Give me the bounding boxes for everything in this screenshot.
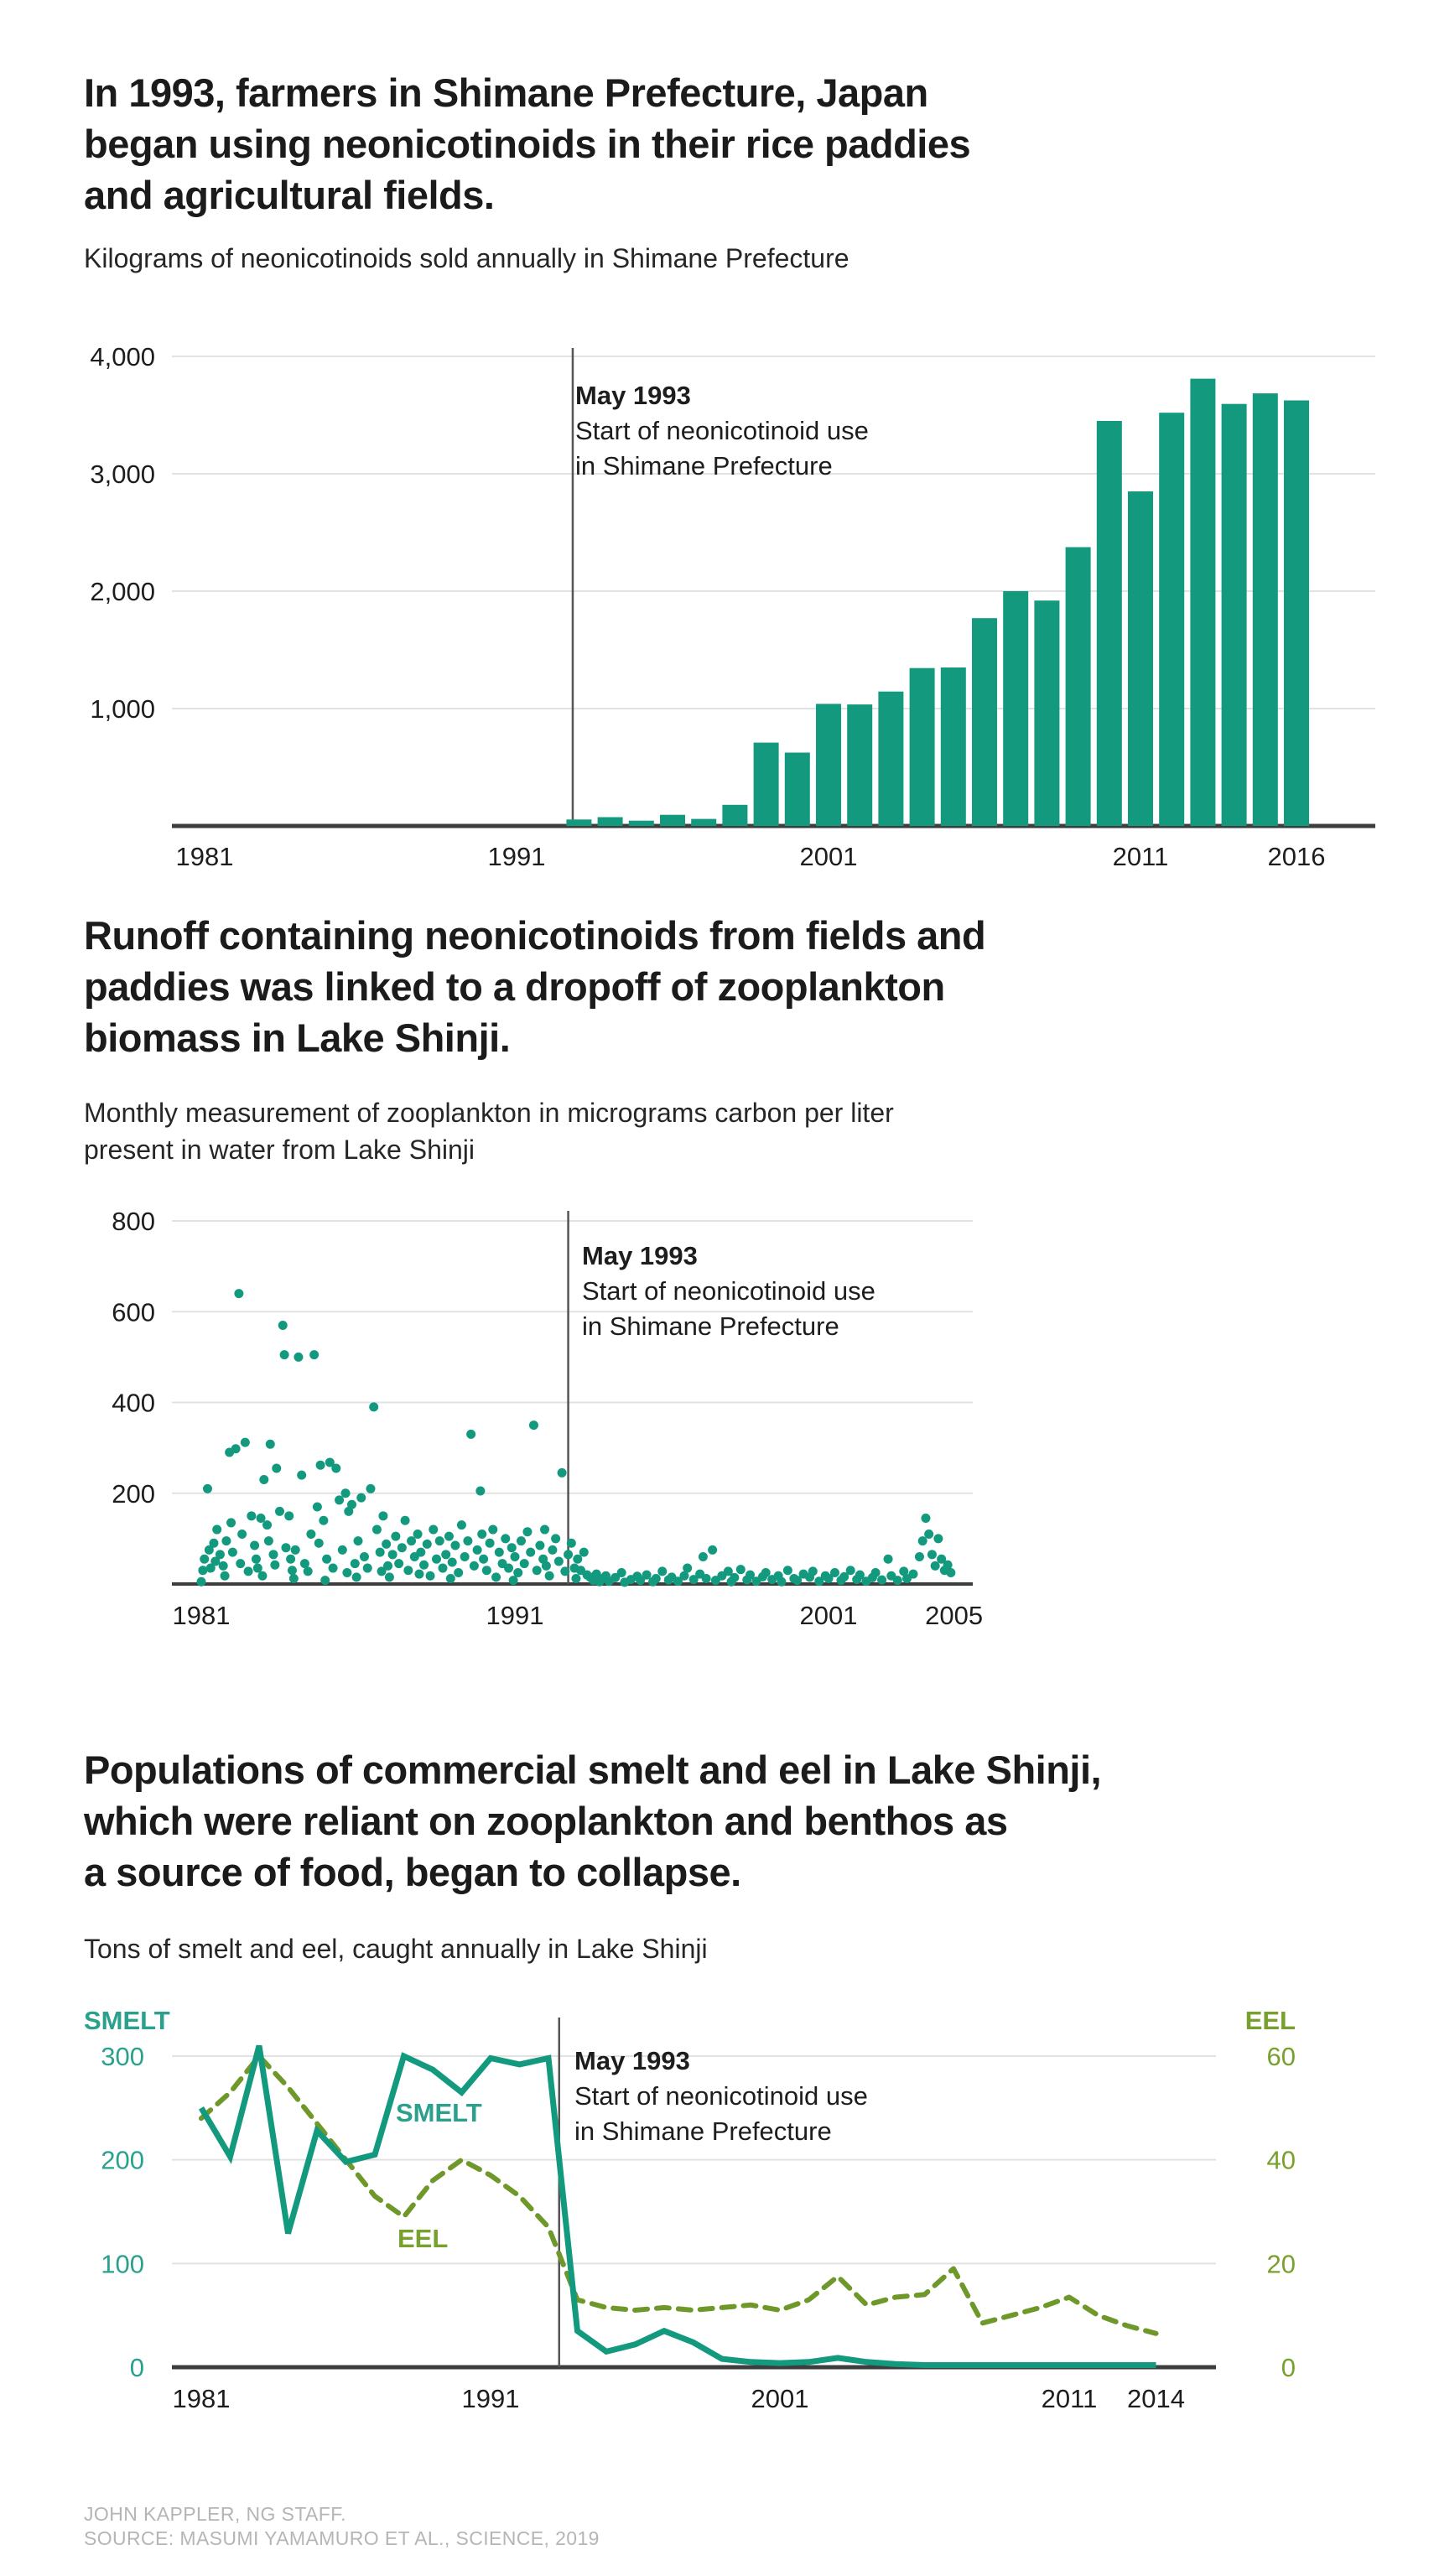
data-point (736, 1565, 746, 1574)
data-point (448, 1558, 457, 1567)
smelt-axis-tick: 100 (101, 2249, 144, 2279)
bar (785, 753, 810, 827)
annotation-text: May 1993 (582, 1241, 698, 1270)
gridlines (172, 1221, 973, 1493)
smelt-series-label: SMELT (396, 2098, 482, 2127)
data-point (236, 1559, 245, 1568)
data-point (247, 1511, 256, 1520)
data-point (403, 1566, 413, 1575)
data-point (617, 1568, 626, 1577)
data-point (244, 1566, 253, 1576)
data-point (477, 1530, 486, 1539)
bar (1097, 421, 1122, 826)
bar (1159, 413, 1184, 826)
data-point (197, 1577, 206, 1587)
section2-subtitle (84, 1094, 894, 1168)
smelt-axis-tick: 200 (101, 2145, 144, 2175)
data-point (463, 1536, 472, 1545)
data-point (931, 1561, 940, 1571)
smelt-axis-tick: 0 (129, 2353, 144, 2382)
data-point (893, 1576, 902, 1585)
data-point (397, 1543, 407, 1552)
bar (1253, 393, 1278, 826)
data-point (460, 1552, 470, 1561)
x-axis-tick: 2005 (925, 1601, 984, 1630)
data-point (846, 1566, 855, 1575)
data-point (777, 1577, 786, 1587)
title-line: biomass in Lake Shinji. (84, 1015, 511, 1060)
data-point (517, 1536, 526, 1545)
data-point (356, 1493, 366, 1503)
annotation-text: Start of neonicotinoid use (574, 2081, 868, 2111)
data-point (269, 1550, 278, 1559)
data-point (915, 1552, 924, 1561)
data-point (257, 1514, 266, 1523)
data-point (450, 1540, 460, 1550)
annotation-text: May 1993 (574, 2046, 690, 2075)
title-line: Runoff containing neonicotinoids from fields and (84, 913, 986, 958)
bar (1128, 491, 1153, 826)
data-point (259, 1475, 268, 1484)
data-point (699, 1552, 708, 1561)
title-line: which were reliant on zooplankton and benthos as (84, 1799, 1008, 1843)
x-axis-tick: 2014 (1127, 2384, 1185, 2413)
annotation-text: May 1993 (575, 381, 691, 410)
data-point (253, 1564, 262, 1573)
section3-subtitle (84, 1930, 708, 1967)
bar (598, 818, 623, 827)
data-point (231, 1444, 241, 1453)
eel-axis-title: EEL (1244, 2006, 1296, 2035)
neonicotinoid-sales-bar-chart (0, 327, 1434, 897)
bar (754, 743, 779, 826)
data-point (278, 1321, 288, 1330)
data-point (372, 1525, 382, 1535)
data-point (209, 1539, 218, 1548)
title-line: began using neonicotinoids in their rice paddies (84, 122, 971, 166)
data-point (414, 1570, 423, 1579)
data-point (470, 1561, 479, 1571)
x-axis-tick: 2001 (799, 842, 858, 871)
footer-source: SOURCE: MASUMI YAMAMURO ET AL., SCIENCE, 2019 (84, 2527, 600, 2549)
data-point (761, 1568, 771, 1577)
data-point (884, 1555, 893, 1564)
data-point (221, 1536, 231, 1545)
x-axis-tick: 2011 (1041, 2384, 1098, 2413)
data-point (501, 1534, 510, 1543)
data-point (352, 1572, 361, 1581)
data-point (507, 1543, 517, 1552)
data-point (877, 1576, 886, 1585)
smelt-axis-title: SMELT (84, 2006, 170, 2035)
data-point (388, 1550, 397, 1559)
eel-axis-tick: 0 (1281, 2353, 1296, 2382)
data-point (513, 1568, 522, 1577)
title-line: a source of food, began to collapse. (84, 1850, 741, 1894)
may-1993-annotation (582, 1241, 875, 1341)
may-1993-annotation (574, 2046, 868, 2146)
data-point (241, 1438, 250, 1447)
data-point (363, 1564, 372, 1573)
data-point (313, 1502, 322, 1511)
data-point (198, 1566, 207, 1575)
data-point (237, 1530, 247, 1539)
bar (1003, 591, 1028, 826)
smelt-eel-line-chart (0, 1996, 1434, 2465)
data-point (413, 1530, 423, 1539)
bar (972, 618, 997, 826)
data-point (203, 1484, 212, 1493)
data-point (288, 1566, 297, 1575)
data-point (366, 1484, 375, 1493)
eel-axis-tick: 20 (1266, 2249, 1296, 2279)
x-axis-tick: 1991 (461, 2384, 520, 2413)
data-point (918, 1536, 927, 1545)
data-point (830, 1568, 839, 1577)
title-line: In 1993, farmers in Shimane Prefecture, Japan (84, 70, 928, 115)
bar-series (566, 379, 1309, 826)
data-point (272, 1463, 281, 1472)
data-point (488, 1525, 497, 1535)
data-point (322, 1555, 331, 1564)
data-point (444, 1532, 454, 1541)
data-point (579, 1548, 589, 1557)
data-point (385, 1572, 394, 1581)
data-point (354, 1536, 363, 1545)
data-point (284, 1511, 294, 1520)
data-point (401, 1516, 410, 1525)
data-point (304, 1566, 313, 1576)
data-point (291, 1545, 300, 1555)
y-axis-tick: 4,000 (90, 342, 155, 371)
data-point (509, 1576, 518, 1585)
subtitle-line: Tons of smelt and eel, caught annually in Lake Shinji (84, 1934, 708, 1964)
data-point (545, 1571, 554, 1581)
data-point (228, 1548, 237, 1557)
data-point (416, 1548, 425, 1557)
data-point (212, 1525, 221, 1535)
data-point (338, 1545, 347, 1555)
data-point (551, 1534, 560, 1543)
data-point (522, 1527, 532, 1536)
data-point (264, 1536, 273, 1545)
title-line: paddies was linked to a dropoff of zooplankton (84, 964, 945, 1009)
title-line: Populations of commercial smelt and eel in Lake Shinji, (84, 1748, 1102, 1792)
annotation-text: in Shimane Prefecture (574, 2116, 832, 2146)
data-point (394, 1559, 403, 1568)
data-point (378, 1511, 387, 1520)
y-axis-tick: 600 (112, 1297, 155, 1327)
x-axis-tick: 1991 (487, 842, 546, 871)
data-point (535, 1540, 544, 1550)
data-point (486, 1539, 495, 1548)
data-point (383, 1561, 392, 1571)
section1-subtitle (84, 240, 849, 277)
section1-title (84, 67, 970, 221)
bar (878, 692, 903, 826)
bar (722, 805, 747, 826)
zooplankton-scatter-chart (0, 1191, 1434, 1694)
data-point (391, 1532, 400, 1541)
bar (1066, 548, 1091, 827)
y-axis-tick: 3,000 (90, 460, 155, 489)
eel-axis-tick: 40 (1266, 2145, 1296, 2175)
data-point (454, 1568, 463, 1577)
data-point (275, 1507, 284, 1516)
data-point (331, 1463, 340, 1472)
data-point (435, 1536, 444, 1545)
data-point (473, 1545, 482, 1555)
data-point (320, 1576, 330, 1585)
data-point (479, 1555, 488, 1564)
data-point (335, 1495, 344, 1504)
bar (1284, 401, 1309, 827)
data-point (871, 1568, 881, 1577)
data-point (419, 1561, 429, 1570)
bar (660, 815, 685, 826)
subtitle-line: Kilograms of neonicotinoids sold annually in Shimane Prefecture (84, 243, 849, 273)
data-point (573, 1555, 582, 1564)
bar (910, 668, 935, 826)
data-point (266, 1440, 275, 1449)
data-point (730, 1573, 739, 1582)
data-point (286, 1555, 295, 1564)
bar (566, 819, 591, 826)
data-point (475, 1487, 485, 1496)
data-point (257, 1571, 267, 1581)
data-point (316, 1461, 325, 1470)
y-axis-tick: 800 (112, 1207, 155, 1236)
bar (941, 667, 966, 826)
data-point (351, 1559, 360, 1568)
data-point (921, 1514, 930, 1523)
data-point (426, 1571, 435, 1581)
bar (691, 819, 716, 826)
data-point (466, 1430, 475, 1439)
data-point (280, 1350, 289, 1359)
data-point (783, 1566, 792, 1575)
x-axis-tick: 1981 (172, 2384, 231, 2413)
data-point (262, 1520, 272, 1530)
data-point (446, 1574, 455, 1583)
section3-title (84, 1744, 1101, 1898)
section2-title (84, 910, 985, 1063)
data-point (567, 1539, 576, 1548)
data-point (289, 1574, 299, 1583)
data-point (347, 1500, 356, 1509)
y-axis-tick: 200 (112, 1478, 155, 1509)
data-point (520, 1559, 529, 1568)
data-point (306, 1530, 315, 1539)
eel-axis-tick: 60 (1266, 2042, 1296, 2072)
data-point (526, 1548, 535, 1557)
data-point (423, 1540, 432, 1549)
data-point (309, 1350, 319, 1359)
subtitle-line: Monthly measurement of zooplankton in micrograms carbon per liter (84, 1098, 894, 1128)
data-point (708, 1545, 717, 1555)
data-point (491, 1572, 501, 1581)
data-point (683, 1564, 692, 1573)
data-point (495, 1548, 504, 1557)
data-point (297, 1471, 306, 1480)
data-point (533, 1566, 542, 1575)
data-point (564, 1550, 573, 1559)
data-point (529, 1420, 538, 1430)
eel-series-label: EEL (397, 2224, 449, 2253)
data-point (319, 1516, 328, 1525)
bar (1190, 379, 1215, 826)
data-point (252, 1555, 261, 1564)
x-axis-tick: 1981 (172, 1601, 231, 1630)
data-point (221, 1571, 230, 1581)
data-point (407, 1536, 416, 1545)
data-point (429, 1525, 438, 1535)
data-point (270, 1561, 279, 1570)
bar (1222, 404, 1247, 826)
smelt-axis-tick: 300 (101, 2041, 144, 2071)
data-point (294, 1353, 303, 1362)
data-point (540, 1525, 549, 1535)
data-point (554, 1556, 564, 1566)
scatter-points (197, 1289, 956, 1587)
x-axis-tick: 2016 (1267, 842, 1326, 871)
data-point (250, 1540, 259, 1550)
data-point (652, 1574, 661, 1583)
data-point (234, 1289, 243, 1298)
data-point (511, 1552, 520, 1561)
data-point (382, 1540, 391, 1549)
data-point (560, 1566, 569, 1576)
data-point (329, 1564, 338, 1573)
data-point (314, 1539, 324, 1548)
data-point (482, 1566, 491, 1575)
data-point (908, 1570, 917, 1579)
data-point (216, 1550, 225, 1559)
y-axis-tick: 1,000 (90, 694, 155, 724)
bar (847, 704, 872, 826)
x-axis-tick: 2001 (751, 2384, 809, 2413)
data-point (657, 1566, 667, 1576)
data-point (200, 1555, 209, 1564)
annotation-text: Start of neonicotinoid use (575, 416, 869, 445)
may-1993-annotation (575, 381, 869, 480)
data-point (438, 1564, 447, 1573)
data-point (642, 1571, 652, 1580)
data-point (360, 1552, 369, 1561)
y-axis-tick: 2,000 (90, 577, 155, 606)
data-point (504, 1564, 513, 1573)
data-point (571, 1574, 580, 1583)
data-point (702, 1574, 711, 1583)
bar (1034, 600, 1059, 826)
data-point (542, 1561, 551, 1571)
data-point (341, 1488, 351, 1498)
data-point (927, 1550, 937, 1559)
x-axis-tick: 1991 (486, 1601, 544, 1630)
data-point (226, 1518, 236, 1527)
data-point (548, 1545, 557, 1555)
title-line: and agricultural fields. (84, 173, 495, 217)
annotation-text: in Shimane Prefecture (582, 1311, 839, 1341)
x-axis-tick: 1981 (175, 842, 234, 871)
y-axis-tick: 400 (112, 1388, 155, 1418)
footer (84, 2502, 600, 2551)
data-point (432, 1555, 441, 1564)
annotation-text: Start of neonicotinoid use (582, 1276, 875, 1306)
data-point (342, 1568, 351, 1577)
data-point (441, 1550, 450, 1559)
data-point (924, 1530, 933, 1539)
subtitle-line: present in water from Lake Shinji (84, 1135, 475, 1165)
data-point (933, 1534, 943, 1543)
x-axis-tick: 2011 (1112, 842, 1169, 871)
footer-credit: JOHN KAPPLER, NG STAFF. (84, 2503, 346, 2525)
annotation-text: in Shimane Prefecture (575, 451, 833, 480)
bar (816, 704, 841, 826)
data-point (457, 1520, 466, 1530)
data-point (558, 1468, 567, 1478)
data-point (808, 1566, 818, 1576)
data-point (376, 1548, 385, 1557)
data-point (369, 1402, 378, 1411)
x-axis-tick: 2001 (799, 1601, 858, 1630)
data-point (281, 1543, 290, 1552)
data-point (219, 1561, 228, 1571)
bar (629, 821, 654, 826)
data-point (946, 1568, 955, 1577)
